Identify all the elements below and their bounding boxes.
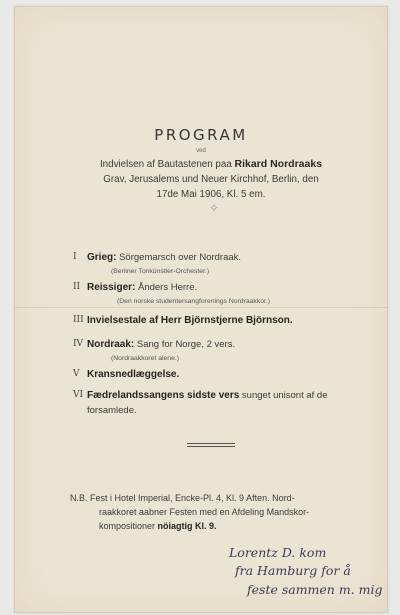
item-text	[87, 252, 241, 263]
item-rest: sunget unisont af de	[239, 390, 328, 401]
item-2-sub: (Den norske studentersangforenings Nordraakkor.)	[117, 298, 271, 305]
intro-line-2: Grav, Jerusalems und Neuer Kirchhof, Berlin, den	[103, 174, 319, 185]
star-ornament-icon: ✧	[209, 201, 220, 215]
handwriting-line-3: feste sammen m. mig	[247, 582, 383, 597]
item-text	[87, 282, 197, 293]
item-4-sub: (Nordraakkoret alene.)	[111, 355, 179, 362]
item-bold: Kransnedlæggelse.	[87, 369, 180, 380]
item-text: forsamlede.	[87, 405, 137, 416]
handwriting-line-1: Lorentz D. kom	[229, 545, 327, 560]
item-text	[87, 390, 328, 401]
item-number: III	[73, 315, 84, 325]
item-bold: Fædrelandssangens sidste vers	[87, 390, 240, 401]
item-rest: Sang for Norge, 2 vers.	[134, 339, 236, 350]
item-bold: Reissiger:	[87, 282, 136, 293]
item-text	[87, 339, 235, 350]
handwriting-line-2: fra Hamburg for å	[235, 563, 351, 578]
item-number: V	[73, 369, 80, 379]
nb-line-3-bold: nöiagtig Kl. 9.	[157, 521, 217, 531]
intro-name: Rikard Nordraaks	[234, 158, 323, 170]
nb-line-3	[99, 521, 217, 531]
item-number: II	[73, 282, 81, 292]
item-rest: Sörgemarsch over Nordraak.	[116, 252, 242, 263]
item-bold: Nordraak:	[87, 339, 135, 350]
intro-line-1	[65, 157, 357, 172]
program-title: PROGRAM	[154, 126, 248, 144]
item-number: IV	[73, 339, 84, 349]
nb-line-1: N.B. Fest i Hotel Imperial, Encke-Pl. 4, Kl. 9 Aften. Nord-	[70, 493, 295, 503]
item-text	[87, 369, 179, 380]
program-sheet	[14, 6, 388, 613]
item-number: I	[73, 252, 77, 262]
item-bold: Invielsestale af Herr Björnstjerne Björnson.	[87, 315, 293, 326]
nb-line-3-pre: kompositioner	[99, 521, 158, 531]
item-rest: Ånders Herre.	[135, 282, 198, 293]
intro-line-1-pre: Indvielsen af Bautastenen paa	[99, 159, 235, 170]
item-bold: Grieg:	[87, 252, 117, 263]
item-text	[87, 315, 293, 326]
item-number: VI	[73, 390, 84, 400]
nb-line-2: raakkoret aabner Festen med en Afdeling Mandskor-	[99, 507, 310, 517]
divider	[187, 443, 235, 447]
intro-line-3: 17de Mai 1906, Kl. 5 em.	[156, 189, 266, 200]
item-1-sub: (Berliner Tonkünstler-Orchester.)	[111, 268, 210, 275]
ved-label: ved	[196, 148, 206, 154]
